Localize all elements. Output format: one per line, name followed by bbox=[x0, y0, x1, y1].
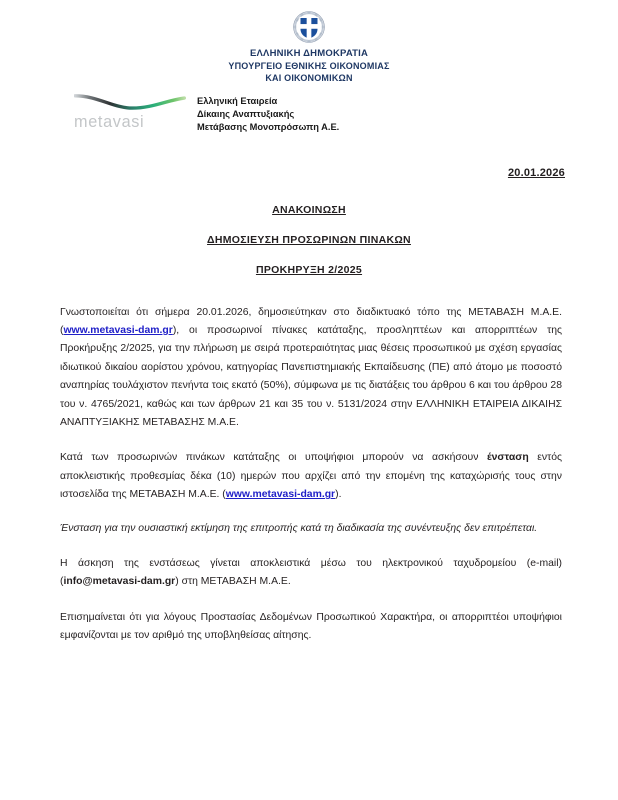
ministry-line-name-2: ΚΑΙ ΟΙΚΟΝΟΜΙΚΩΝ bbox=[265, 73, 353, 83]
p1-text-after-link: ), οι προσωρινοί πίνακες κατάταξης, προσληπτέων και απορριπτέων της Προκήρυξης 2/2025, για την πλήρωση με σειρά προτεραιότητας μιας θέσεις προσωπικού με σχέση εργασίας ιδιωτικού δικαίου αορίστου χρόνου, κατηγορίας Πανεπιστημιακής Εκπαίδευσης (ΠΕ) από άτομο με ποσοστό αναπηρίας τουλάχιστον πενήντα τοις εκατό (50%), σύμφωνα με τις διατάξεις του άρθρου 6 και του άρθρου 28 του ν. 4765/2021, καθώς και των άρθρων 21 και 35 του ν. 5131/2024 στην ΕΛΛΗΝΙΚΗ ΕΤΑΙΡΕΙΑ ΔΙΚΑΙΗΣ ΑΝΑΠΤΥΞΙΑΚΗΣ ΜΕΤΑΒΑΣΗΣ Μ.Α.Ε. bbox=[60, 325, 562, 429]
document-date: 20.01.2026 bbox=[507, 166, 565, 179]
contact-email[interactable]: info@metavasi-dam.gr bbox=[63, 576, 176, 588]
greek-coat-of-arms-icon bbox=[292, 10, 326, 44]
brand-row bbox=[0, 91, 618, 135]
paragraph-objection-submission bbox=[60, 555, 562, 592]
company-name-line-3: Μετάβασης Μονοπρόσωπη Α.Ε. bbox=[197, 122, 340, 133]
p2-text-middle: εντός αποκλειστικής προθεσμίας δέκα (10) ημερών που αρχίζει από την επομένη της καταχώρισής τους στην ιστοσελίδα της ΜΕΤΑΒΑΣΗ Μ.Α.Ε. ( bbox=[60, 452, 562, 501]
page-title: ΑΝΑΚΟΙΝΩΣΗ bbox=[272, 203, 346, 216]
paragraph-interview-objection-note: Ένσταση για την ουσιαστική εκτίμηση της επιτροπής κατά τη διαδικασία της συνέντευξης δεν επιτρέπεται. bbox=[60, 522, 538, 534]
paragraph-data-protection-note: Επισημαίνεται ότι για λόγους Προστασίας Δεδομένων Προσωπικού Χαρακτήρα, οι απορριπτέοι υποψήφιοι εμφανίζονται με τον αριθμό της υποβληθείσας αίτησης. bbox=[60, 611, 562, 642]
date-row bbox=[0, 163, 618, 181]
metavasi-website-link-2[interactable]: www.metavasi-dam.gr bbox=[225, 489, 336, 501]
company-name bbox=[197, 91, 339, 135]
ministry-heading bbox=[0, 47, 618, 84]
document-titles bbox=[0, 204, 618, 276]
ministry-line-republic: ΕΛΛΗΝΙΚΗ ΔΗΜΟΚΡΑΤΙΑ bbox=[249, 48, 369, 59]
subtitle-announcement-number: ΠΡΟΚΗΡΥΞΗ 2/2025 bbox=[255, 263, 363, 276]
paragraph-objection-deadline bbox=[60, 449, 562, 504]
p1-text-before-link: Γνωστοποιείται ότι σήμερα 20.01.2026, δημοσιεύτηκαν στο διαδικτυακό τόπο της ΜΕΤΑΒΑΣΗ Μ.Α.Ε. ( bbox=[60, 306, 562, 337]
p2-text-after-link: ). bbox=[335, 489, 342, 501]
metavasi-wordmark bbox=[74, 111, 186, 133]
p2-text-before-bold: Κατά των προσωρινών πινάκων κατάταξης οι υποψήφιοι μπορούν να ασκήσουν bbox=[60, 452, 487, 464]
p3-text-after-email: ) στη ΜΕΤΑΒΑΣΗ Μ.Α.Ε. bbox=[175, 576, 291, 588]
company-name-line-2: Δίκαιης Αναπτυξιακής bbox=[197, 109, 295, 120]
svg-text:metavasi: metavasi bbox=[74, 113, 145, 132]
subtitle-publication: ΔΗΜΟΣΙΕΥΣΗ ΠΡΟΣΩΡΙΝΩΝ ΠΙΝΑΚΩΝ bbox=[207, 233, 411, 246]
objection-keyword: ένσταση bbox=[486, 452, 529, 464]
ministry-line-name-1: ΥΠΟΥΡΓΕΙΟ ΕΘΝΙΚΗΣ ΟΙΚΟΝΟΜΙΑΣ bbox=[228, 61, 390, 71]
document-body bbox=[0, 304, 618, 646]
company-name-line-1: Ελληνική Εταιρεία bbox=[197, 96, 278, 106]
paragraph-publication-notice bbox=[60, 304, 562, 433]
p3-text-before-email: Η άσκηση της ενστάσεως γίνεται αποκλειστικά μέσω του ηλεκτρονικού ταχυδρομείου (e-mail) ( bbox=[60, 558, 562, 588]
letterhead bbox=[0, 0, 618, 135]
metavasi-swoosh-icon bbox=[74, 93, 186, 112]
metavasi-website-link-1[interactable]: www.metavasi-dam.gr bbox=[63, 325, 173, 337]
metavasi-logo bbox=[74, 91, 186, 133]
